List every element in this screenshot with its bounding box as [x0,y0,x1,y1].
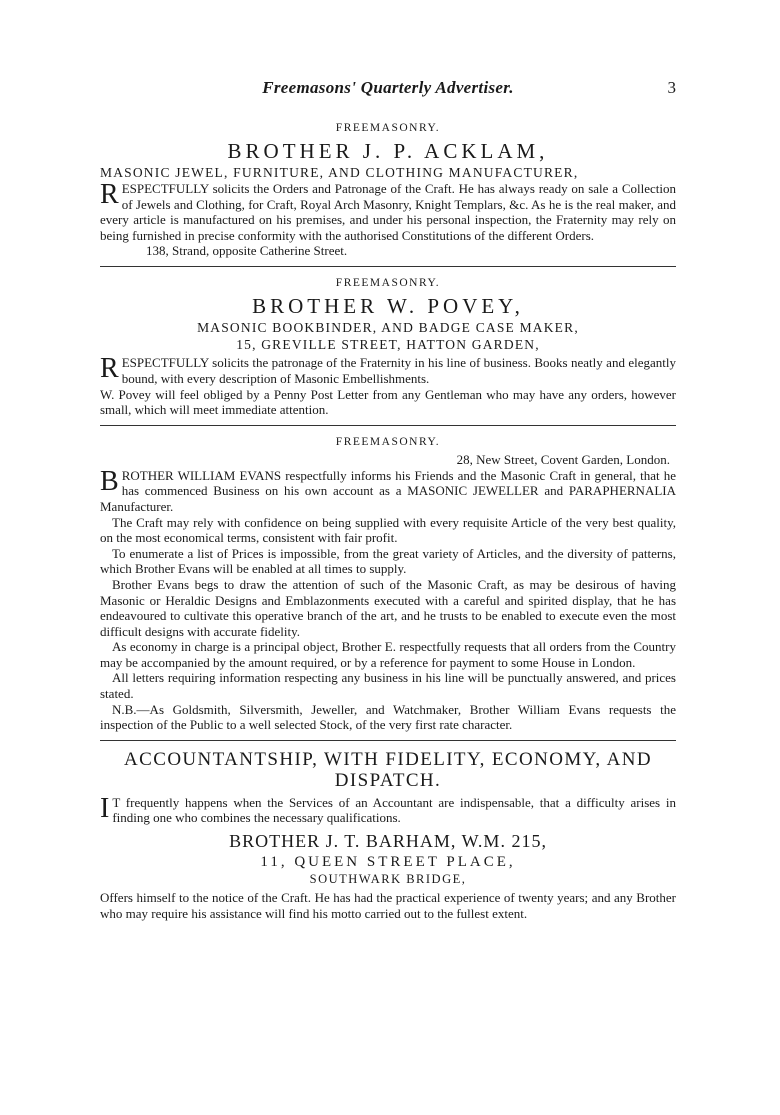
ad-address: 138, Strand, opposite Catherine Street. [146,243,348,259]
ad-trade: MASONIC JEWEL, FURNITURE, AND CLOTHING MANUFACTURER, [100,165,579,180]
ad-body: All letters requiring information respecting any business in his line will be punctually answered, and prices stated. [100,670,676,702]
ad-label: FREEMASONRY. [335,277,441,290]
advertisement-povey [100,275,676,417]
ad-address: 11, QUEEN STREET PLACE, [260,854,516,871]
divider [100,425,676,426]
divider [100,266,676,267]
ad-body: To enumerate a list of Prices is impossible, from the great variety of Articles, and the diversity of patterns, which Brother Evans will be enabled at all times to supply. [100,545,676,577]
ad-name: BROTHER J. P. ACKLAM, [227,139,549,163]
ad-address: SOUTHWARK BRIDGE, [309,872,467,887]
page-number: 3 [667,78,676,97]
divider [100,740,676,741]
ad-body: W. Povey will feel obliged by a Penny Post Letter from any Gentleman who may have any orders, however small, which will meet immediate attention. [100,386,676,418]
advertisement-evans [100,434,676,733]
running-title: Freemasons' Quarterly Advertiser. [262,78,514,97]
ad-body: IT frequently happens when the Services of an Accountant are indispensable, that a difficulty arises in finding one who combines the necessary qualifications. [100,792,676,826]
advertisement-acklam [100,120,676,259]
ad-body: BROTHER WILLIAM EVANS respectfully informs his Friends and the Masonic Craft in general, that he has commenced Business on his own account as a MASONIC JEWELLER and PARAPHERNALIA Manufacturer. [100,465,676,514]
running-head [100,78,676,102]
ad-address: 15, GREVILLE STREET, HATTON GARDEN, [236,337,540,353]
ad-body: RESPECTFULLY solicits the patronage of the Fraternity in his line of business. Books neatly and elegantly bound, with every description of Masonic Embellishments. [100,353,676,386]
ad-body: RESPECTFULLY solicits the Orders and Patronage of the Craft. He has always ready on sale a Collection of Jewels and Clothing, for Craft, Royal Arch Masonry, Knight Templars, &c. As he is the real maker, and every article is manufactured on his premises, and under his personal inspection, the Fraternity may rely on being furnished in precise conformity with the authorised Constitutions of the different Orders. [100,179,676,243]
advertisement-barham [100,749,676,921]
ad-label: FREEMASONRY. [335,435,441,448]
ad-body: Offers himself to the notice of the Craft. He has had the practical experience of twenty years; and any Brother who may require his assistance will find his motto carried out to the fullest extent. [100,890,676,921]
ad-address: 28, New Street, Covent Garden, London. [456,451,670,467]
ad-trade: MASONIC BOOKBINDER, AND BADGE CASE MAKER, [197,320,579,336]
ad-body: As economy in charge is a principal object, Brother E. respectfully requests that all orders from the Country may be accompanied by the amount required, or by a reference for payment to some House in London. [100,639,676,670]
ad-name: BROTHER W. POVEY, [252,294,524,319]
ad-body: The Craft may rely with confidence on being supplied with every requisite Article of the very best quality, on the most economical terms, consistent with fair profit. [100,514,676,546]
page-content [100,120,676,921]
ad-heading: ACCOUNTANTSHIP, WITH FIDELITY, ECONOMY, AND DISPATCH. [124,748,652,791]
ad-body: N.B.—As Goldsmith, Silversmith, Jeweller, and Watchmaker, Brother William Evans requests the inspection of the Public to a well selected Stock, of the very first rate character. [100,701,676,733]
ad-name: BROTHER J. T. BARHAM, W.M. 215, [229,831,547,852]
ad-body: Brother Evans begs to draw the attention of such of the Masonic Craft, as may be desirous of having Masonic or Heraldic Designs and Emblazonments executed with a careful and spirited display, that he has endeavoured to cultivate this operative branch of the art, and he trusts to be enabled to execute even the most difficult designs with accurate fidelity. [100,576,676,639]
ad-label: FREEMASONRY. [335,122,441,134]
